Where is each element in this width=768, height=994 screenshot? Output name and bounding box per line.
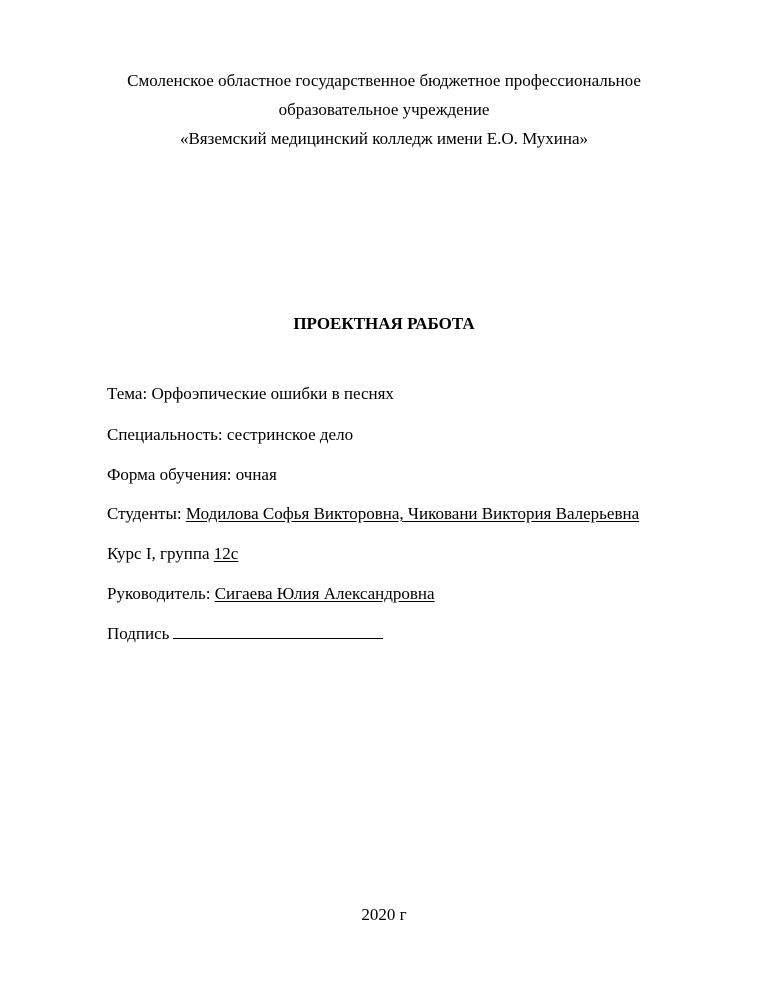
signature-label: Подпись bbox=[107, 624, 170, 643]
specialty-value: сестринское дело bbox=[226, 425, 354, 444]
study-form-field bbox=[107, 464, 277, 486]
institution-header bbox=[0, 66, 768, 153]
signature-line bbox=[173, 624, 383, 639]
signature-field bbox=[107, 623, 383, 645]
topic-field bbox=[107, 383, 394, 405]
students-label: Студенты: bbox=[107, 504, 186, 523]
supervisor-field bbox=[107, 583, 435, 605]
supervisor-label: Руководитель: bbox=[107, 584, 215, 603]
document-title: ПРОЕКТНАЯ РАБОТА bbox=[293, 314, 475, 333]
specialty-field bbox=[107, 424, 353, 446]
students-value: Модилова Софья Викторовна, Чиковани Виктория Валерьевна bbox=[185, 504, 640, 523]
students-field bbox=[107, 503, 639, 525]
institution-line-3: «Вяземский медицинский колледж имени Е.О. Мухина» bbox=[179, 129, 589, 148]
document-year: 2020 г bbox=[361, 905, 407, 924]
course-label: Курс I, группа bbox=[107, 544, 214, 563]
institution-line-2: образовательное учреждение bbox=[278, 100, 490, 119]
study-form-label: Форма обучения: bbox=[107, 465, 236, 484]
topic-label: Тема: bbox=[107, 384, 152, 403]
supervisor-value: Сигаева Юлия Александровна bbox=[214, 584, 435, 603]
course-value: 12с bbox=[213, 544, 239, 563]
study-form-value: очная bbox=[235, 465, 277, 484]
course-field bbox=[107, 543, 238, 565]
topic-value: Орфоэпические ошибки в песнях bbox=[151, 384, 394, 403]
specialty-label: Специальность: bbox=[107, 425, 227, 444]
institution-line-1: Смоленское областное государственное бюджетное профессиональное bbox=[127, 71, 641, 90]
